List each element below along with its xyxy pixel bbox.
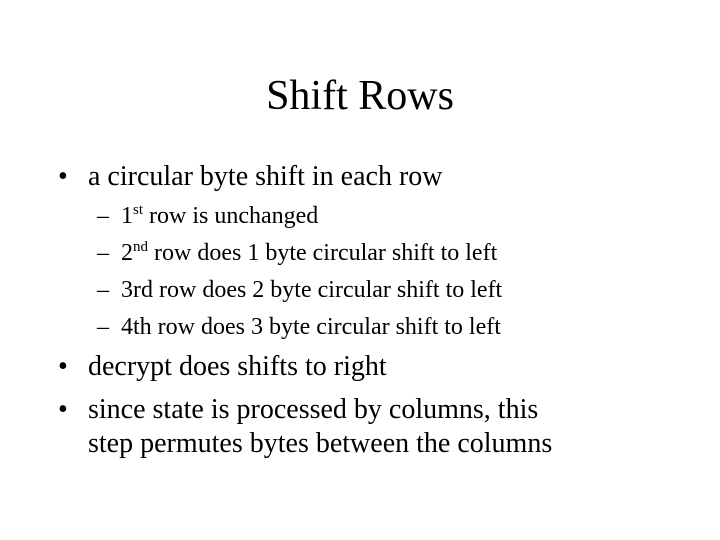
sub-item-1: [97, 201, 318, 231]
sub-item-2: [97, 238, 497, 268]
dash-icon: –: [97, 314, 109, 340]
bullet-item-1: [58, 160, 443, 194]
bullet-text-line2: step permutes bytes between the columns: [88, 428, 553, 459]
bullet-item-3: [58, 393, 552, 461]
bullet-icon: •: [58, 161, 68, 192]
sub-item-superscript: nd: [133, 239, 148, 255]
sub-item-text: row does 1 byte circular shift to left: [148, 240, 498, 266]
sub-item-text: row is unchanged: [143, 203, 319, 229]
dash-icon: –: [97, 240, 109, 266]
sub-item-prefix: 2: [121, 240, 133, 266]
sub-item-superscript: st: [133, 202, 144, 218]
sub-item-prefix: 1: [121, 203, 133, 229]
bullet-text: decrypt does shifts to right: [88, 351, 387, 382]
bullet-icon: •: [58, 351, 68, 382]
dash-icon: –: [97, 203, 109, 229]
dash-icon: –: [97, 277, 109, 303]
bullet-text-line1: since state is processed by columns, this: [88, 394, 539, 425]
slide-title: Shift Rows: [266, 73, 454, 119]
sub-item-4: [97, 312, 501, 342]
bullet-item-2: [58, 350, 387, 384]
sub-item-text: 3rd row does 2 byte circular shift to left: [121, 277, 503, 303]
sub-item-text: 4th row does 3 byte circular shift to left: [121, 314, 501, 340]
bullet-icon: •: [58, 394, 68, 425]
sub-item-3: [97, 275, 502, 305]
bullet-text: a circular byte shift in each row: [88, 161, 443, 192]
